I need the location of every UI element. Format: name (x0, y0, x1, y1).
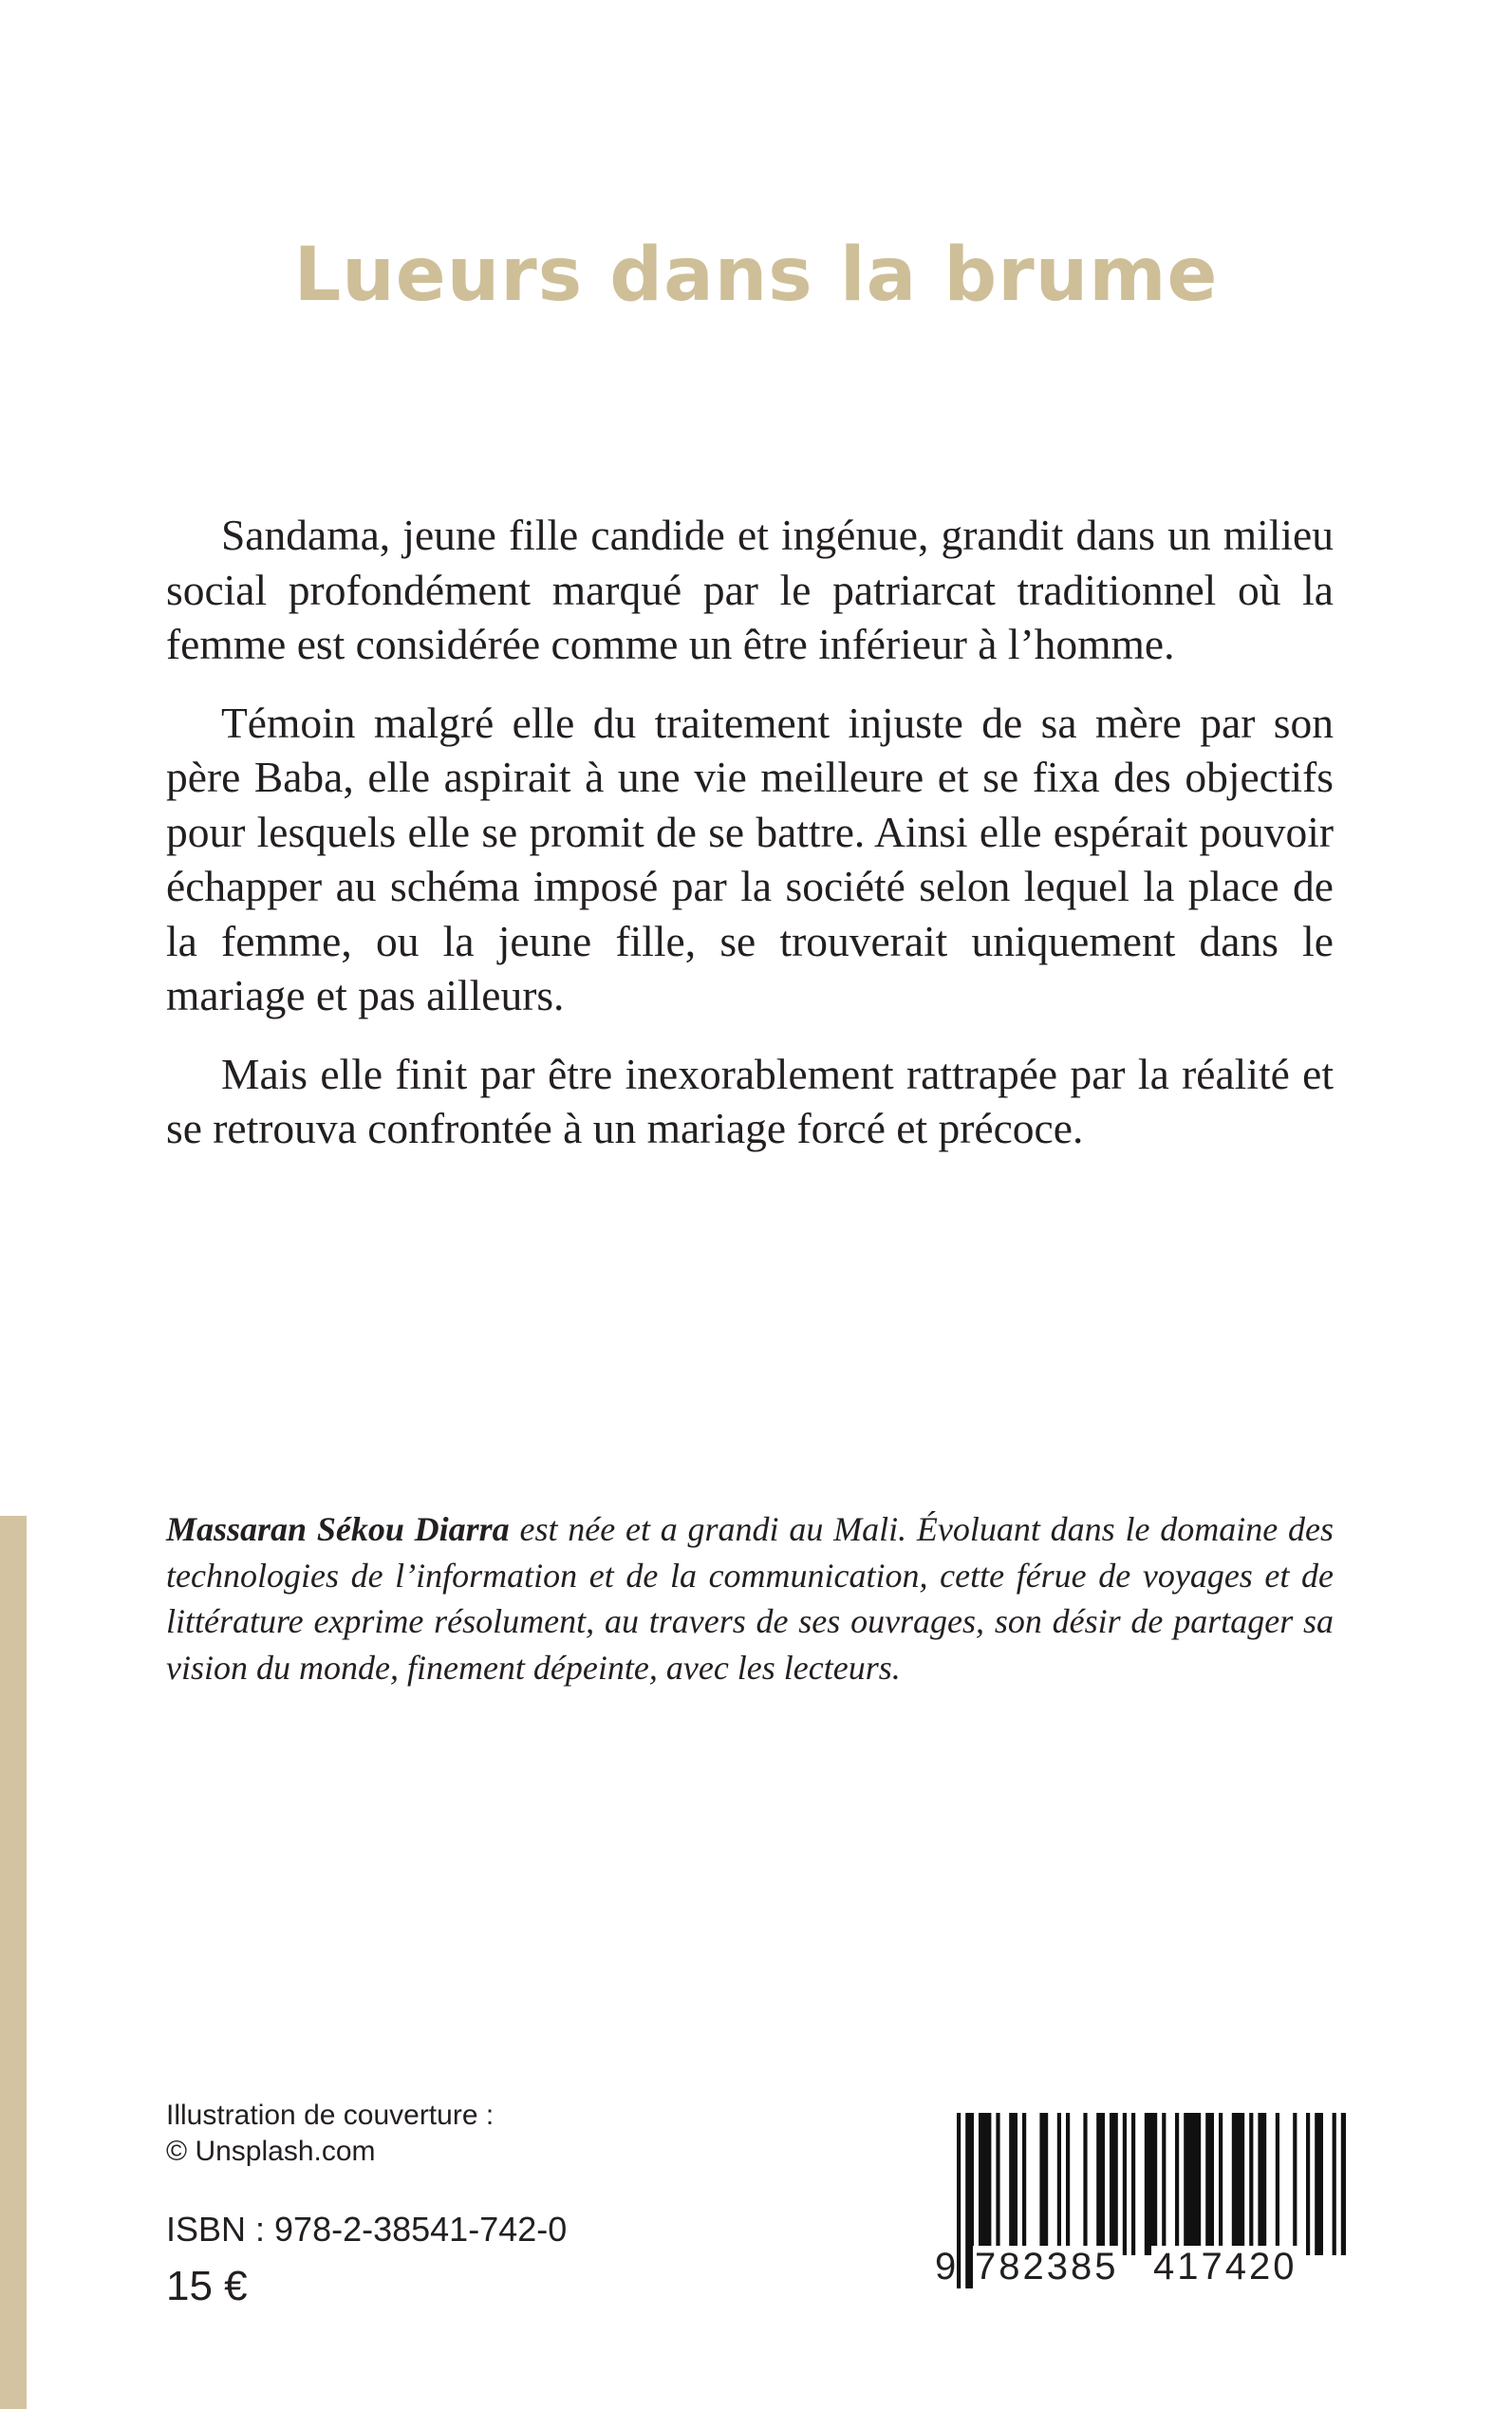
author-name: Massaran Sékou Diarra (166, 1510, 510, 1548)
cover-credit-source: © Unsplash.com (166, 2136, 376, 2167)
barcode-bar (1249, 2113, 1253, 2255)
barcode-bar (1175, 2113, 1179, 2255)
decorative-side-band (0, 1516, 27, 2409)
barcode-bar (1096, 2113, 1105, 2255)
barcode-bar (1258, 2113, 1266, 2255)
barcode-bar (1145, 2113, 1157, 2255)
barcode-bar (1315, 2113, 1323, 2255)
cover-credit (166, 2098, 494, 2170)
author-bio-text: est née et a grandi au Mali. Évoluant dans le domaine des technologies de l’information et de la communication, cette férue de voyages et de littérature exprime résolument, au travers de ses ouvrages, son désir de partager sa vision du monde, finement dépeinte, avec les lecteurs. (166, 1510, 1334, 1687)
barcode-bar (1110, 2113, 1118, 2255)
barcode-bar (1022, 2113, 1026, 2255)
barcode-bar (979, 2113, 991, 2255)
barcode-bar (996, 2113, 999, 2255)
book-blurb (166, 508, 1334, 1180)
barcode-digit-group: 782385 (975, 2246, 1119, 2288)
barcode-digits (935, 2246, 1362, 2291)
barcode-first-digit: 9 (935, 2246, 960, 2288)
barcode-bar (1039, 2113, 1048, 2255)
barcode-bar (1205, 2113, 1214, 2255)
barcode-bar (1162, 2113, 1166, 2255)
barcode-digit-group: 417420 (1153, 2246, 1297, 2288)
barcode-bar (1333, 2113, 1336, 2255)
barcode-bar (1123, 2113, 1127, 2255)
barcode-bar (1009, 2113, 1017, 2255)
isbn: ISBN : 978-2-38541-742-0 (166, 2210, 568, 2249)
blurb-paragraph: Témoin malgré elle du traitement injuste de sa mère par son père Baba, elle aspirait à une vie meilleure et se fixa des objectifs pour lesquels elle se promit de se battre. Ainsi elle espérait pouvoir échapper au schéma imposé par la société selon lequel la place de la femme, ou la jeune fille, se trouverait uniquement dans le mariage et pas ailleurs. (166, 698, 1334, 1019)
barcode-bar (1276, 2113, 1279, 2255)
price: 15 € (166, 2263, 248, 2309)
barcode-bar (1293, 2113, 1297, 2255)
book-title: Lueurs dans la brume (293, 233, 1219, 318)
cover-credit-label: Illustration de couverture : (166, 2100, 495, 2131)
blurb-paragraph: Mais elle finit par être inexorablement rattrapée par la réalité et se retrouva confrontée à un mariage forcé et précoce. (166, 1049, 1334, 1152)
barcode-bar (1306, 2113, 1310, 2255)
barcode-bar (1131, 2113, 1135, 2255)
barcode-bar (1083, 2113, 1087, 2255)
author-bio (166, 1506, 1334, 1690)
blurb-paragraph: Sandama, jeune fille candide et ingénue, grandit dans un milieu social profondément marqué par le patriarcat traditionnel où la femme est considérée comme un être inférieur à l’homme. (166, 511, 1334, 668)
barcode-bar (1341, 2113, 1346, 2255)
barcode-bar (1184, 2113, 1201, 2255)
barcode-bar (1057, 2113, 1061, 2255)
barcode-bar (1066, 2113, 1070, 2255)
